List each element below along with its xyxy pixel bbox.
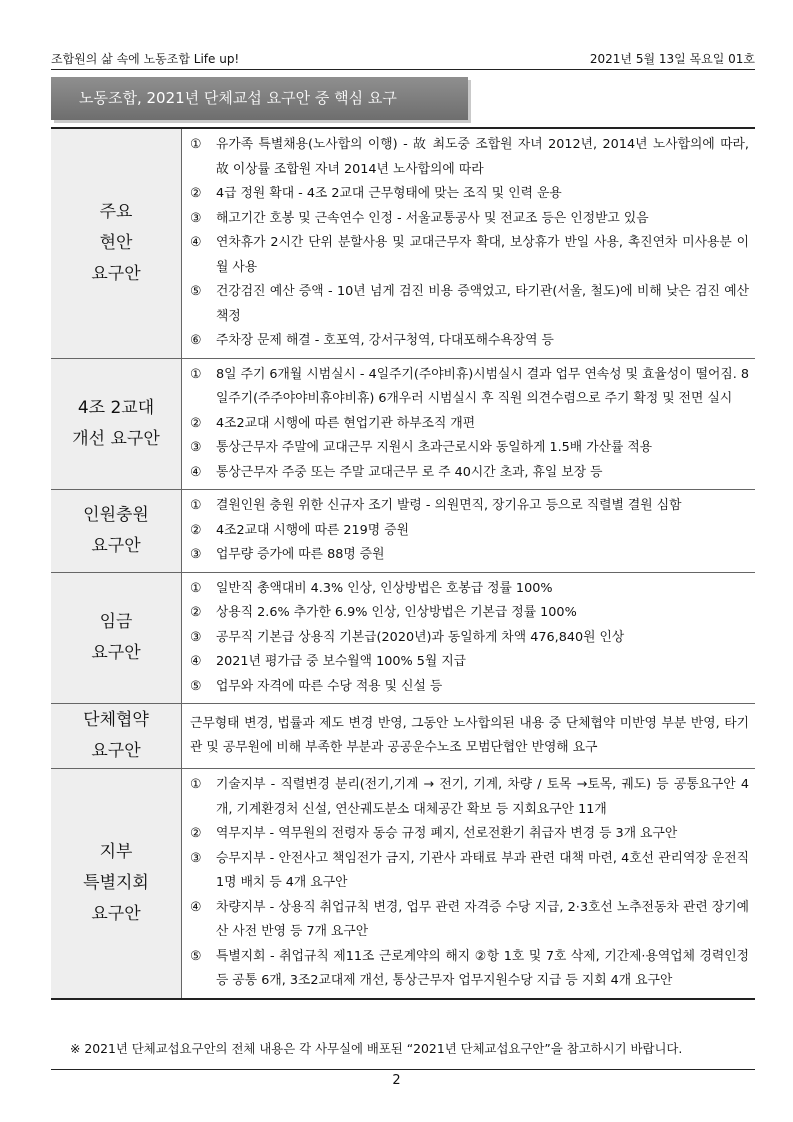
footer-divider [51, 1069, 755, 1070]
demand-row [51, 128, 755, 358]
demand-item [190, 896, 749, 945]
item-number: ⑥ [190, 333, 202, 348]
item-text: 결원인원 충원 위한 신규자 조기 발령 - 의원면직, 장기유고 등으로 직렬별 결원 심함 [216, 498, 682, 513]
row-content [182, 490, 756, 573]
label-line: 주요 [99, 201, 133, 222]
item-text: 상용직 2.6% 추가한 6.9% 인상, 인상방법은 기본급 정률 100% [216, 605, 577, 620]
item-number: ① [190, 137, 202, 152]
item-text: 특별지회 - 취업규칙 제11조 근로계약의 해지 ②항 1호 및 7호 삭제, 기간제·용역업체 경력인정 등 공통 6개, 3조2교대제 개선, 통상근무자 업무지원수당 지급 등 지회 4개 요구안 [216, 948, 750, 988]
demand-list [190, 133, 749, 354]
row-content [182, 704, 756, 769]
item-number: ② [190, 826, 202, 841]
item-text: 통상근무자 주중 또는 주말 교대근무 로 주 40시간 초과, 휴일 보장 등 [216, 464, 603, 480]
item-number: ⑤ [190, 284, 202, 299]
row-category-label [51, 704, 182, 769]
item-text: 일반직 총액대비 4.3% 인상, 인상방법은 호봉급 정률 100% [216, 580, 553, 596]
label-line: 임금 [99, 611, 133, 632]
label-line: 요구안 [91, 642, 141, 663]
item-text: 주차장 문제 해결 - 호포역, 강서구청역, 다대포해수욕장역 등 [216, 333, 554, 348]
item-number: ② [190, 186, 202, 201]
demand-row [51, 704, 755, 769]
item-text: 업무와 자격에 따른 수당 적용 및 신설 등 [216, 678, 443, 694]
item-text: 승무지부 - 안전사고 책임전가 금지, 기관사 과태료 부과 관련 대책 마련, 4호선 관리역장 운전직 1명 배치 등 4개 요구안 [216, 850, 749, 890]
demand-item [190, 675, 749, 700]
section-title: 노동조합, 2021년 단체교섭 요구안 중 핵심 요구 [51, 77, 468, 120]
demand-item [190, 519, 749, 544]
item-number: ① [190, 580, 202, 596]
demand-item [190, 363, 749, 412]
item-number: ① [190, 777, 202, 792]
item-number: ③ [190, 547, 202, 562]
label-line: 요구안 [91, 903, 141, 924]
item-text: 4급 정원 확대 - 4조 2교대 근무형태에 맞는 조직 및 인력 운용 [216, 186, 562, 201]
item-text: 4조2교대 시행에 따른 현업기관 하부조직 개편 [216, 415, 476, 431]
item-text: 2021년 평가급 중 보수월액 100% 5월 지급 [216, 654, 467, 669]
demand-item [190, 577, 749, 602]
demand-item [190, 494, 749, 519]
item-text: 차량지부 - 상용직 취업규칙 변경, 업무 관련 자격증 수당 지급, 2·3호선 노추전동차 관련 장기예산 사전 반영 등 7개 요구안 [216, 899, 749, 939]
demand-item [190, 773, 749, 822]
demand-list [190, 494, 749, 568]
label-line: 요구안 [91, 535, 141, 556]
item-number: ① [190, 498, 202, 513]
demand-row [51, 358, 755, 490]
label-line: 지부 [99, 841, 133, 862]
demand-row [51, 490, 755, 573]
page-number: 2 [392, 1073, 401, 1088]
demand-row [51, 769, 755, 999]
demand-item [190, 626, 749, 651]
row-content [182, 128, 756, 358]
label-line: 요구안 [91, 263, 141, 284]
label-line: 현안 [99, 232, 133, 253]
label-line: 단체협약 [83, 710, 149, 730]
item-text: 통상근무자 주말에 교대근무 지원시 초과근로시와 동일하게 1.5배 가산률 적용 [216, 440, 653, 455]
item-text: 역무지부 - 역무원의 전령자 동승 규정 폐지, 선로전환기 취급자 변경 등 3개 요구안 [216, 826, 678, 841]
demand-item [190, 182, 749, 207]
row-content [182, 769, 756, 999]
demand-item [190, 329, 749, 354]
demand-item [190, 822, 749, 847]
demand-item [190, 412, 749, 437]
demands-table [51, 127, 755, 1000]
demand-item [190, 436, 749, 461]
item-number: ② [190, 522, 202, 538]
label-line: 인원충원 [83, 504, 149, 525]
demand-list [190, 577, 749, 700]
label-line: 4조 2교대 [77, 397, 155, 418]
reference-note: ※ 2021년 단체교섭요구안의 전체 내용은 각 사무실에 배포된 “2021년 단체교섭요구안”을 참고하시기 바랍니다. [70, 1041, 683, 1056]
item-number: ④ [190, 464, 202, 480]
demand-list [190, 363, 749, 486]
item-number: ③ [190, 440, 202, 455]
demand-list [190, 773, 749, 994]
demand-item [190, 461, 749, 486]
label-line: 특별지회 [83, 872, 149, 893]
item-text: 유가족 특별채용(노사합의 이행) - 故 최도중 조합원 자녀 2012년, 2014년 노사합의에 따라, 故 이상률 조합원 자녀 2014년 노사합의에 따라 [216, 137, 749, 177]
item-number: ③ [190, 629, 202, 645]
item-number: ① [190, 366, 202, 382]
item-text: 건강검진 예산 증액 - 10년 넘게 검진 비용 증액었고, 타기관(서울, 철도)에 비해 낮은 검진 예산 책정 [216, 284, 749, 324]
row-content [182, 572, 756, 704]
item-number: ② [190, 415, 202, 431]
demand-item [190, 601, 749, 626]
demand-item [190, 543, 749, 568]
demand-item [190, 207, 749, 232]
item-text: 업무량 증가에 따른 88명 증원 [216, 547, 385, 562]
item-number: ④ [190, 899, 202, 915]
item-number: ③ [190, 210, 202, 226]
page-header [51, 47, 755, 70]
item-number: ④ [190, 235, 202, 250]
demand-item [190, 231, 749, 280]
item-number: ⑤ [190, 678, 202, 694]
item-text: 기술지부 - 직렬변경 분리(전기,기계 → 전기, 기계, 차량 / 토목 →토목, 궤도) 등 공통요구안 4개, 기계환경처 신설, 연산궤도분소 대체공간 확보 등 지회요구안 11개 [216, 777, 749, 817]
item-text: 8일 주기 6개월 시범실시 - 4일주기(주야비휴)시범실시 결과 업무 연속성 및 효율성이 떨어짐. 8일주기(주주야야비휴야비휴) 6개우러 시범실시 후 직원 의견수렴으로 주기 확정 및 전면 실시 [216, 366, 749, 406]
item-text: 4조2교대 시행에 따른 219명 증원 [216, 522, 409, 538]
item-number: ④ [190, 654, 202, 669]
demand-item [190, 650, 749, 675]
row-category-label [51, 358, 182, 490]
row-category-label [51, 490, 182, 573]
header-slogan: 조합원의 삶 속에 노동조합 Life up! [51, 52, 240, 66]
item-number: ⑤ [190, 948, 202, 964]
demand-row [51, 572, 755, 704]
item-text: 연차휴가 2시간 단위 분할사용 및 교대근무자 확대, 보상휴가 반일 사용, 촉진연차 미사용분 이월 사용 [216, 235, 749, 275]
item-number: ② [190, 605, 202, 620]
demand-item [190, 945, 749, 994]
item-text: 해고기간 호봉 및 근속연수 인정 - 서울교통공사 및 전교조 등은 인정받고 있음 [216, 210, 649, 226]
content-paragraph: 근무형태 변경, 법률과 제도 변경 반영, 그동안 노사합의된 내용 중 단체협약 미반영 부분 반영, 타기관 및 공무원에 비해 부족한 부분과 공공운수노조 모범단협안 반영해 요구 [190, 715, 749, 755]
header-date-issue: 2021년 5월 13일 목요일 01호 [589, 52, 755, 66]
demand-item [190, 280, 749, 329]
row-content [182, 358, 756, 490]
demand-item [190, 847, 749, 896]
row-category-label [51, 769, 182, 999]
row-category-label [51, 572, 182, 704]
label-line: 요구안 [91, 741, 141, 761]
demand-item [190, 133, 749, 182]
label-line: 개선 요구안 [72, 428, 160, 449]
item-number: ③ [190, 850, 202, 866]
row-category-label [51, 128, 182, 358]
item-text: 공무직 기본급 상용직 기본급(2020년)과 동일하게 차액 476,840원 인상 [216, 629, 625, 645]
